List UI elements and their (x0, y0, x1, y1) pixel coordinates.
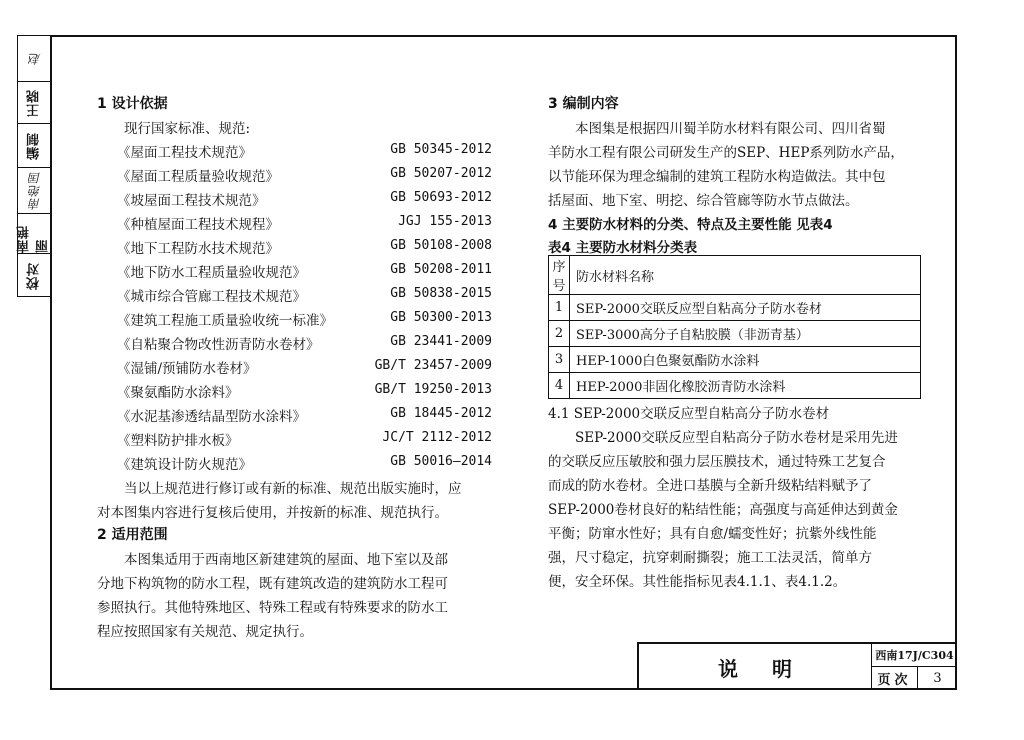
standard-name: 《塑料防护排水板》 (117, 433, 239, 449)
table-row (549, 295, 921, 321)
signature-2: 南绝国 (18, 168, 50, 214)
section1-note-line: 当以上规范进行修订或有新的标准、规范出版实施时，应 (124, 481, 462, 497)
signature-column (17, 35, 50, 297)
section3-line: 以节能环保为理念编制的建筑工程防水构造做法。其中包 (548, 169, 886, 185)
standard-code: GB 50838-2015 (390, 286, 492, 301)
standard-name: 《建筑工程施工质量验收统一标准》 (117, 313, 333, 329)
name-2: 南艳丽 (18, 214, 50, 254)
section1-note-line: 对本图集内容进行复核后使用，并按新的标准、规范执行。 (97, 505, 448, 521)
standard-code: JC/T 2112-2012 (382, 430, 492, 445)
section3-line: 括屋面、地下室、明挖、综合管廊等防水节点做法。 (548, 193, 859, 209)
standard-name: 《屋面工程质量验收规范》 (117, 169, 279, 185)
standard-name: 《城市综合管廊工程技术规范》 (117, 289, 306, 305)
standard-code: GB 50016—2014 (390, 454, 492, 469)
role-2: 校对 (26, 261, 42, 290)
title-block (637, 642, 957, 690)
standard-code: GB 23441-2009 (390, 334, 492, 349)
subsection-line: SEP-2000交联反应型自粘高分子防水卷材是采用先进 (575, 430, 898, 446)
standard-name: 《坡屋面工程技术规范》 (117, 193, 266, 209)
standard-code: JGJ 155-2013 (398, 214, 492, 229)
signature-1: 赵 (18, 36, 50, 82)
subsection-line: 而成的防水卷材。全进口基膜与全新升级粘结料赋予了 (548, 478, 872, 494)
standard-code: GB 50300-2013 (390, 310, 492, 325)
table-cell-material: SEP-2000交联反应型自粘高分子防水卷材 (570, 295, 921, 321)
table-cell-material: SEP-3000高分子自粘胶膜（非沥青基） (570, 321, 921, 347)
table-cell-number: 4 (549, 373, 570, 399)
standard-code: GB 18445-2012 (390, 406, 492, 421)
atlas-code: 西南17J/C304 (872, 644, 957, 667)
standard-name: 《水泥基渗透结晶型防水涂料》 (117, 409, 306, 425)
table-cell-number: 1 (549, 295, 570, 321)
section2-line: 本图集适用于西南地区新建建筑的屋面、地下室以及部 (124, 552, 448, 568)
table-row (549, 321, 921, 347)
page-label: 页次 (872, 667, 918, 690)
subsection-line: 便，安全环保。其性能指标见表4.1.1、表4.1.2。 (548, 574, 847, 590)
table-header-cell: 序号 (549, 256, 570, 295)
subsection-line: 强，尺寸稳定，抗穿刺耐撕裂；施工工法灵活，简单方 (548, 550, 872, 566)
standard-name: 《湿铺/预铺防水卷材》 (117, 361, 257, 377)
standard-code: GB 50345-2012 (390, 142, 492, 157)
subsection-line: SEP-2000卷材良好的粘结性能；高强度与高延伸达到黄金 (548, 502, 898, 518)
table-cell-material: HEP-1000白色聚氨酯防水涂料 (570, 347, 921, 373)
section3-line: 羊防水工程有限公司研发生产的SEP、HEP系列防水产品， (548, 145, 904, 161)
materials-table (548, 255, 921, 399)
standard-name: 《种植屋面工程技术规程》 (117, 217, 279, 233)
table-header-cell: 防水材料名称 (570, 256, 921, 295)
standard-code: GB 50207-2012 (390, 166, 492, 181)
standard-name: 《地下工程防水技术规范》 (117, 241, 279, 257)
table-row (549, 347, 921, 373)
standard-name: 《地下防水工程质量验收规范》 (117, 265, 306, 281)
section4-heading: 4 主要防水材料的分类、特点及主要性能 见表4 (548, 217, 833, 233)
standard-code: GB/T 23457-2009 (374, 358, 492, 373)
title-block-title: 说明 (639, 644, 872, 690)
page-number: 3 (933, 671, 942, 686)
standard-code: GB/T 19250-2013 (374, 382, 492, 397)
section2-line: 分地下构筑物的防水工程，既有建筑改造的建筑防水工程可 (97, 576, 448, 592)
standard-name: 《建筑设计防火规范》 (117, 457, 252, 473)
subsection-line: 平衡；防窜水性好；具有自愈/蠕变性好；抗紫外线性能 (548, 526, 877, 542)
name-1: 王晓 (18, 82, 50, 124)
section3-heading: 3 编制内容 (548, 96, 619, 112)
section2-heading: 2 适用范围 (97, 527, 168, 543)
table-title: 表4 主要防水材料分类表 (548, 240, 698, 256)
subsection-heading: 4.1 SEP-2000交联反应型自粘高分子防水卷材 (548, 406, 830, 422)
table-cell-material: HEP-2000非固化橡胶沥青防水涂料 (570, 373, 921, 399)
section3-line: 本图集是根据四川蜀羊防水材料有限公司、四川省蜀 (575, 121, 886, 137)
standard-code: GB 50693-2012 (390, 190, 492, 205)
standard-code: GB 50208-2011 (390, 262, 492, 277)
section2-line: 参照执行。其他特殊地区、特殊工程或有特殊要求的防水工 (97, 600, 448, 616)
section1-heading: 1 设计依据 (97, 96, 168, 112)
standard-name: 《屋面工程技术规范》 (117, 145, 252, 161)
table-cell-number: 3 (549, 347, 570, 373)
section2-line: 程应按照国家有关规范、规定执行。 (97, 624, 313, 640)
table-row (549, 373, 921, 399)
subsection-line: 的交联反应压敏胶和强力层压膜技术，通过特殊工艺复合 (548, 454, 886, 470)
table-cell-number: 2 (549, 321, 570, 347)
role-1: 编制 (18, 124, 50, 168)
standard-code: GB 50108-2008 (390, 238, 492, 253)
standard-name: 《自粘聚合物改性沥青防水卷材》 (117, 337, 320, 353)
table-header-row (549, 256, 921, 295)
standard-name: 《聚氨酯防水涂料》 (117, 385, 239, 401)
section1-intro: 现行国家标准、规范: (124, 121, 251, 137)
